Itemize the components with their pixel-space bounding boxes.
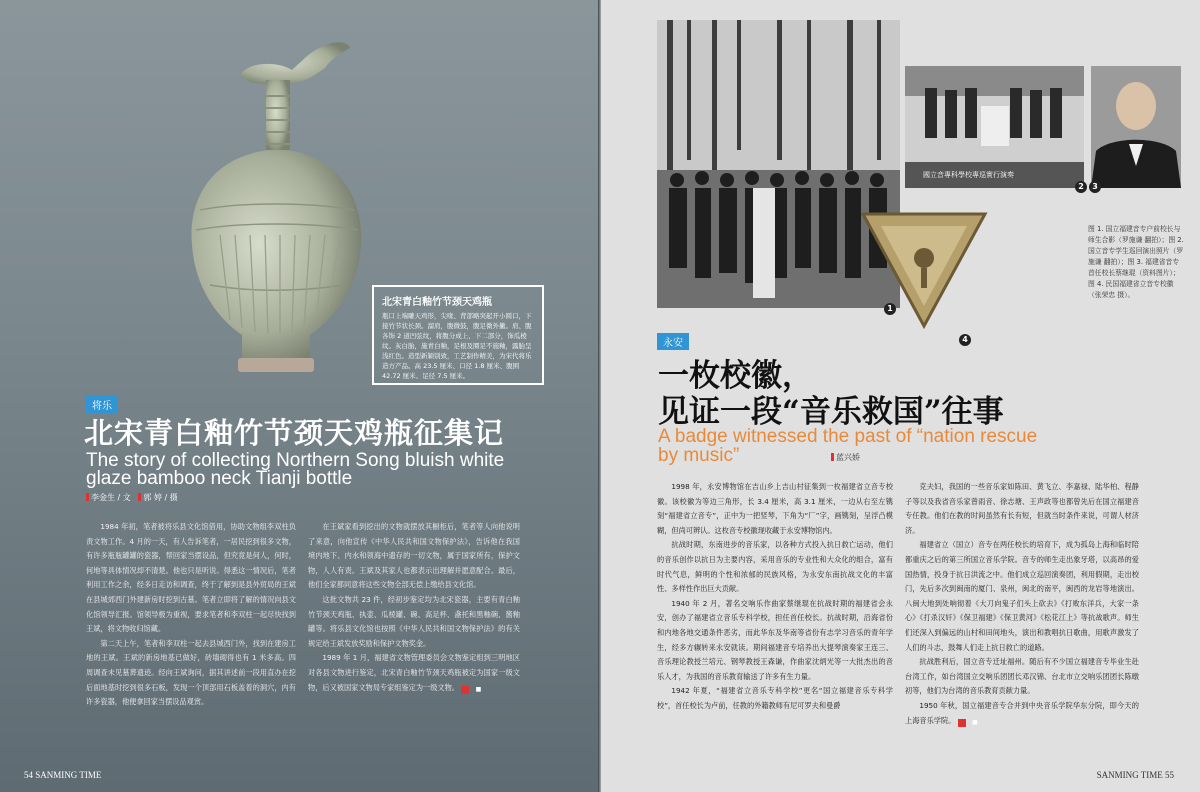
author: 蓝兴娇 — [836, 453, 860, 462]
paragraph: 1984 年初，笔者被将乐县文化馆借用，协助文物组李双柱负责文物工作。4 月的一天，有人告诉笔者，一居民挖到很多文物，有许多瓶瓶罐罐的瓷器，帮回家当摆设品，但究竟是何人，何时，何地等具体情况却不清楚。他也只是听说。得悉这一情况后，笔者利用工作之余，经多日走访和调查，终于了解到是县外贸局的王斌在县城郊西门外建新房时挖到古墓。笔者立即将了解的情况向县文化馆领导汇报。馆领导极为重视，要求笔者和李双柱一起尽快找到王斌，将文物收归馆藏。 — [86, 522, 296, 634]
paragraph — [308, 651, 520, 695]
left-column-1 — [86, 520, 296, 710]
right-column-2 — [905, 480, 1139, 728]
paragraph-text: 1950 年秋，国立福建音专合并到中央音乐学院华东分院，即今天的上海音乐学院。 — [905, 700, 1139, 725]
left-column-2 — [308, 520, 520, 695]
paragraph: 抗战胜利后，国立音专迁址福州。随后有不少国立福建音专毕业生赴台湾工作，如台湾国立交响乐团团长邓汉锦、台北市立交响乐团团长陈暾初等，他们为台湾的音乐教育贡献力量。 — [905, 657, 1139, 696]
article-title-line-1: 一枚校徽， — [658, 358, 813, 394]
paragraph-text: 1989 年 1 月，福建省文物管理委员会文物鉴定组到三明地区对各县文物进行鉴定，北宋青白釉竹节颈天鸡瓶被定为国家一级文物，后又被国家文物局专家组鉴定为一级文物。 — [308, 653, 520, 692]
photo-number-badge: 3 — [1089, 181, 1101, 193]
article-subtitle-en: The story of collecting Northern Song bluish white glaze bamboo neck Tianji bottle — [86, 450, 505, 489]
paragraph: 在王斌家看到挖出的文物就摆放其橱柜后，笔者等人向他说明了来意，向他宣传《中华人民共和国文物保护法》，告诉他在我国境内地下、内水和领海中遗存的一切文物，属于国家所有，保护文物，人人有责。王斌及其家人也都表示出理解并愿意配合。最后，他们全家都同意将这些文物全部无偿上缴给县文化馆。 — [308, 522, 520, 590]
photo-number-badge: 2 — [1075, 181, 1087, 193]
end-mark-icon: ■ — [461, 686, 469, 694]
byline — [831, 452, 860, 463]
photo-number-badge: 1 — [884, 303, 896, 315]
byline — [86, 492, 178, 503]
school-badge-photo-4 — [859, 206, 989, 332]
paragraph: 克夫妇，我国的一些音乐家如陈田、黄飞立、李嘉禄、陆华柏、程静子等以及我省音乐家曾雨音、徐志塘、王声政等也都曾先后在国立福建音专任教。他们在教的时间虽然有长有短，但就当时条件来说，可谓人材济济。 — [905, 482, 1139, 535]
article-title: 北宋青白釉竹节颈天鸡瓶征集记 — [84, 416, 505, 450]
portrait-photo-3 — [1091, 66, 1181, 188]
photo-number-badge: 4 — [959, 334, 971, 346]
page-folio-left: 54 SANMING TIME — [24, 770, 102, 780]
photographer-marker-icon — [138, 493, 141, 501]
paragraph: 福建省立（国立）音专在两任校长的培育下，成为孤岛上海和临时陪都重庆之后的第三所国立音乐学院。音专的师生走出象牙塔，以高昂的爱国热情，投身于抗日洪流之中。他们成立巡回演奏团，利用假期，走出校门，先后多次到闽南的厦门、泉州，闽北的南平，闽西的龙岩等地演出。八闽大地到处响彻着《大刀向鬼子们头上砍去》《打败东洋兵，大家一条心》《打杀汉奸》《保卫福建》《保卫黄河》《松花江上》等抗战歌声。师生们还深入到偏远的山村和田间地头，演出和教唱抗日歌曲，用歌声激发了人们的斗志，鼓舞人们走上抗日救亡的道路。 — [905, 540, 1139, 652]
author-marker-icon — [86, 493, 89, 501]
caption-title: 北宋青白釉竹节颈天鸡瓶 — [382, 297, 492, 308]
page-folio-right: SANMING TIME 55 — [1096, 770, 1174, 780]
paragraph: 1998 年，永安博物馆在吉山乡上吉山村征集到一枚福建省立音专校徽。该校徽为等边三角形，长 3.4 厘米，高 3.1 厘米，一边从右至左镌刻“福建省立音专”，正中为一把竖琴，下角为“厂”字，画镌刻，呈浮凸模糊，但尚可辨认。这枚音专校徽现收藏于永安博物馆内。 — [657, 482, 893, 535]
paragraph — [905, 699, 1139, 728]
right-page — [601, 0, 1200, 792]
author-marker-icon — [831, 453, 834, 461]
photo2-sign: 國立音專科學校專巡實行演奏 — [923, 171, 1014, 179]
photo-caption: 图 1. 国立福建音专户前校长与师生合影（罗施谦 翻拍）；图 2. 国立音专学生巡回演出照片（罗施谦 翻拍）；图 3. 福建省音专首任校长蔡继琨（资料图片）；图 4. 民国福建省立音专校徽（张荣忠 摄）。 — [1088, 225, 1184, 299]
author: 李金生 / 文 — [91, 493, 131, 502]
paragraph: 第二天上午，笔者和李双柱一起去县城西门外，找到在建房工地的王斌。王斌的新房地基已做好，砖墙砌得也有 1 米多高。四周调查未见墓葬遗迹。经向王斌询问，据其讲述前一段用直办在挖后面地基时挖到很多石板，发现一个顶部用石板盖着的洞穴，内有许多瓷器，他便拿回家当摆设品观赏。 — [86, 638, 296, 707]
location-tag: 永安 — [657, 333, 689, 350]
paragraph: 1942 年夏，“福建省立音乐专科学校”更名“国立福建音乐专科学校”，首任校长为卢前，任教的外籍教师有尼可罗夫和曼爵 — [657, 686, 893, 710]
location-tag: 将乐 — [86, 396, 118, 413]
end-mark-icon: ■ — [958, 719, 966, 727]
paragraph: 这批文物共 23 件，经初步鉴定均为北宋瓷器，主要有青白釉竹节颈天鸡瓶、执壶、瓜棱罐、碗、高足杯、盏托和黑釉碗、酱釉罐等。将乐县文化馆也按照《中华人民共和国文物保护法》的有关规定给王斌发放奖励和保护文物奖金。 — [308, 594, 520, 648]
article-subtitle-en: A badge witnessed the past of “nation rescue by music” — [658, 426, 1038, 466]
article-title-line-2: 见证一段“音乐救国”往事 — [658, 394, 1004, 430]
photographer: 郭 婷 / 摄 — [143, 493, 178, 502]
vase-photo — [180, 30, 370, 380]
paragraph: 1940 年 2 月，著名交响乐作曲家蔡继琨在抗战时期的福建省会永安，创办了福建省立音乐专科学校，担任首任校长。抗战时期，沿海省份和内地各地交通条件恶劣，而此华东及华南等省份有志学习音乐的青年学生，经多方辗转来永安就读。期间福建音专培养出大提琴演奏家王连三、音乐理论教授兰培元、钢琴教授王森谦，作曲家沈炳光等一大批杰出的音乐人才，为我国的音乐教育输送了许多有生力量。 — [657, 598, 893, 681]
caption-text: 瓶口上端雕天鸡形，尖喙、背部略突起开小圆口，下接竹节状长颈。溜肩，腹微鼓，腹足微外撇。肩、腹各饰 2 道凹弦纹，将腹分成上、下二部分，饰瓜棱纹。灰白胎，施青白釉，足根及圈足不施釉，露胎呈浅红色。造型新颖别致，工艺制作精美，为宋代将乐造方产品。高 23.5 厘米、口径 1.8 厘米、腹围 42.72 厘米、足径 7.5 厘米。 — [382, 312, 532, 380]
vase-caption-box — [372, 285, 544, 385]
paragraph: 抗战时期，东南进步的音乐家，以各种方式投入抗日救亡运动，他们的音乐创作以抗日为主要内容，采用音乐的专业性和大众化的组合，富有时代气息，鲜明的个性和浓郁的民族风格，为永安东南抗战文化的丰富性、多样性作出巨大贡献。 — [657, 540, 893, 594]
right-column-1 — [657, 480, 893, 714]
